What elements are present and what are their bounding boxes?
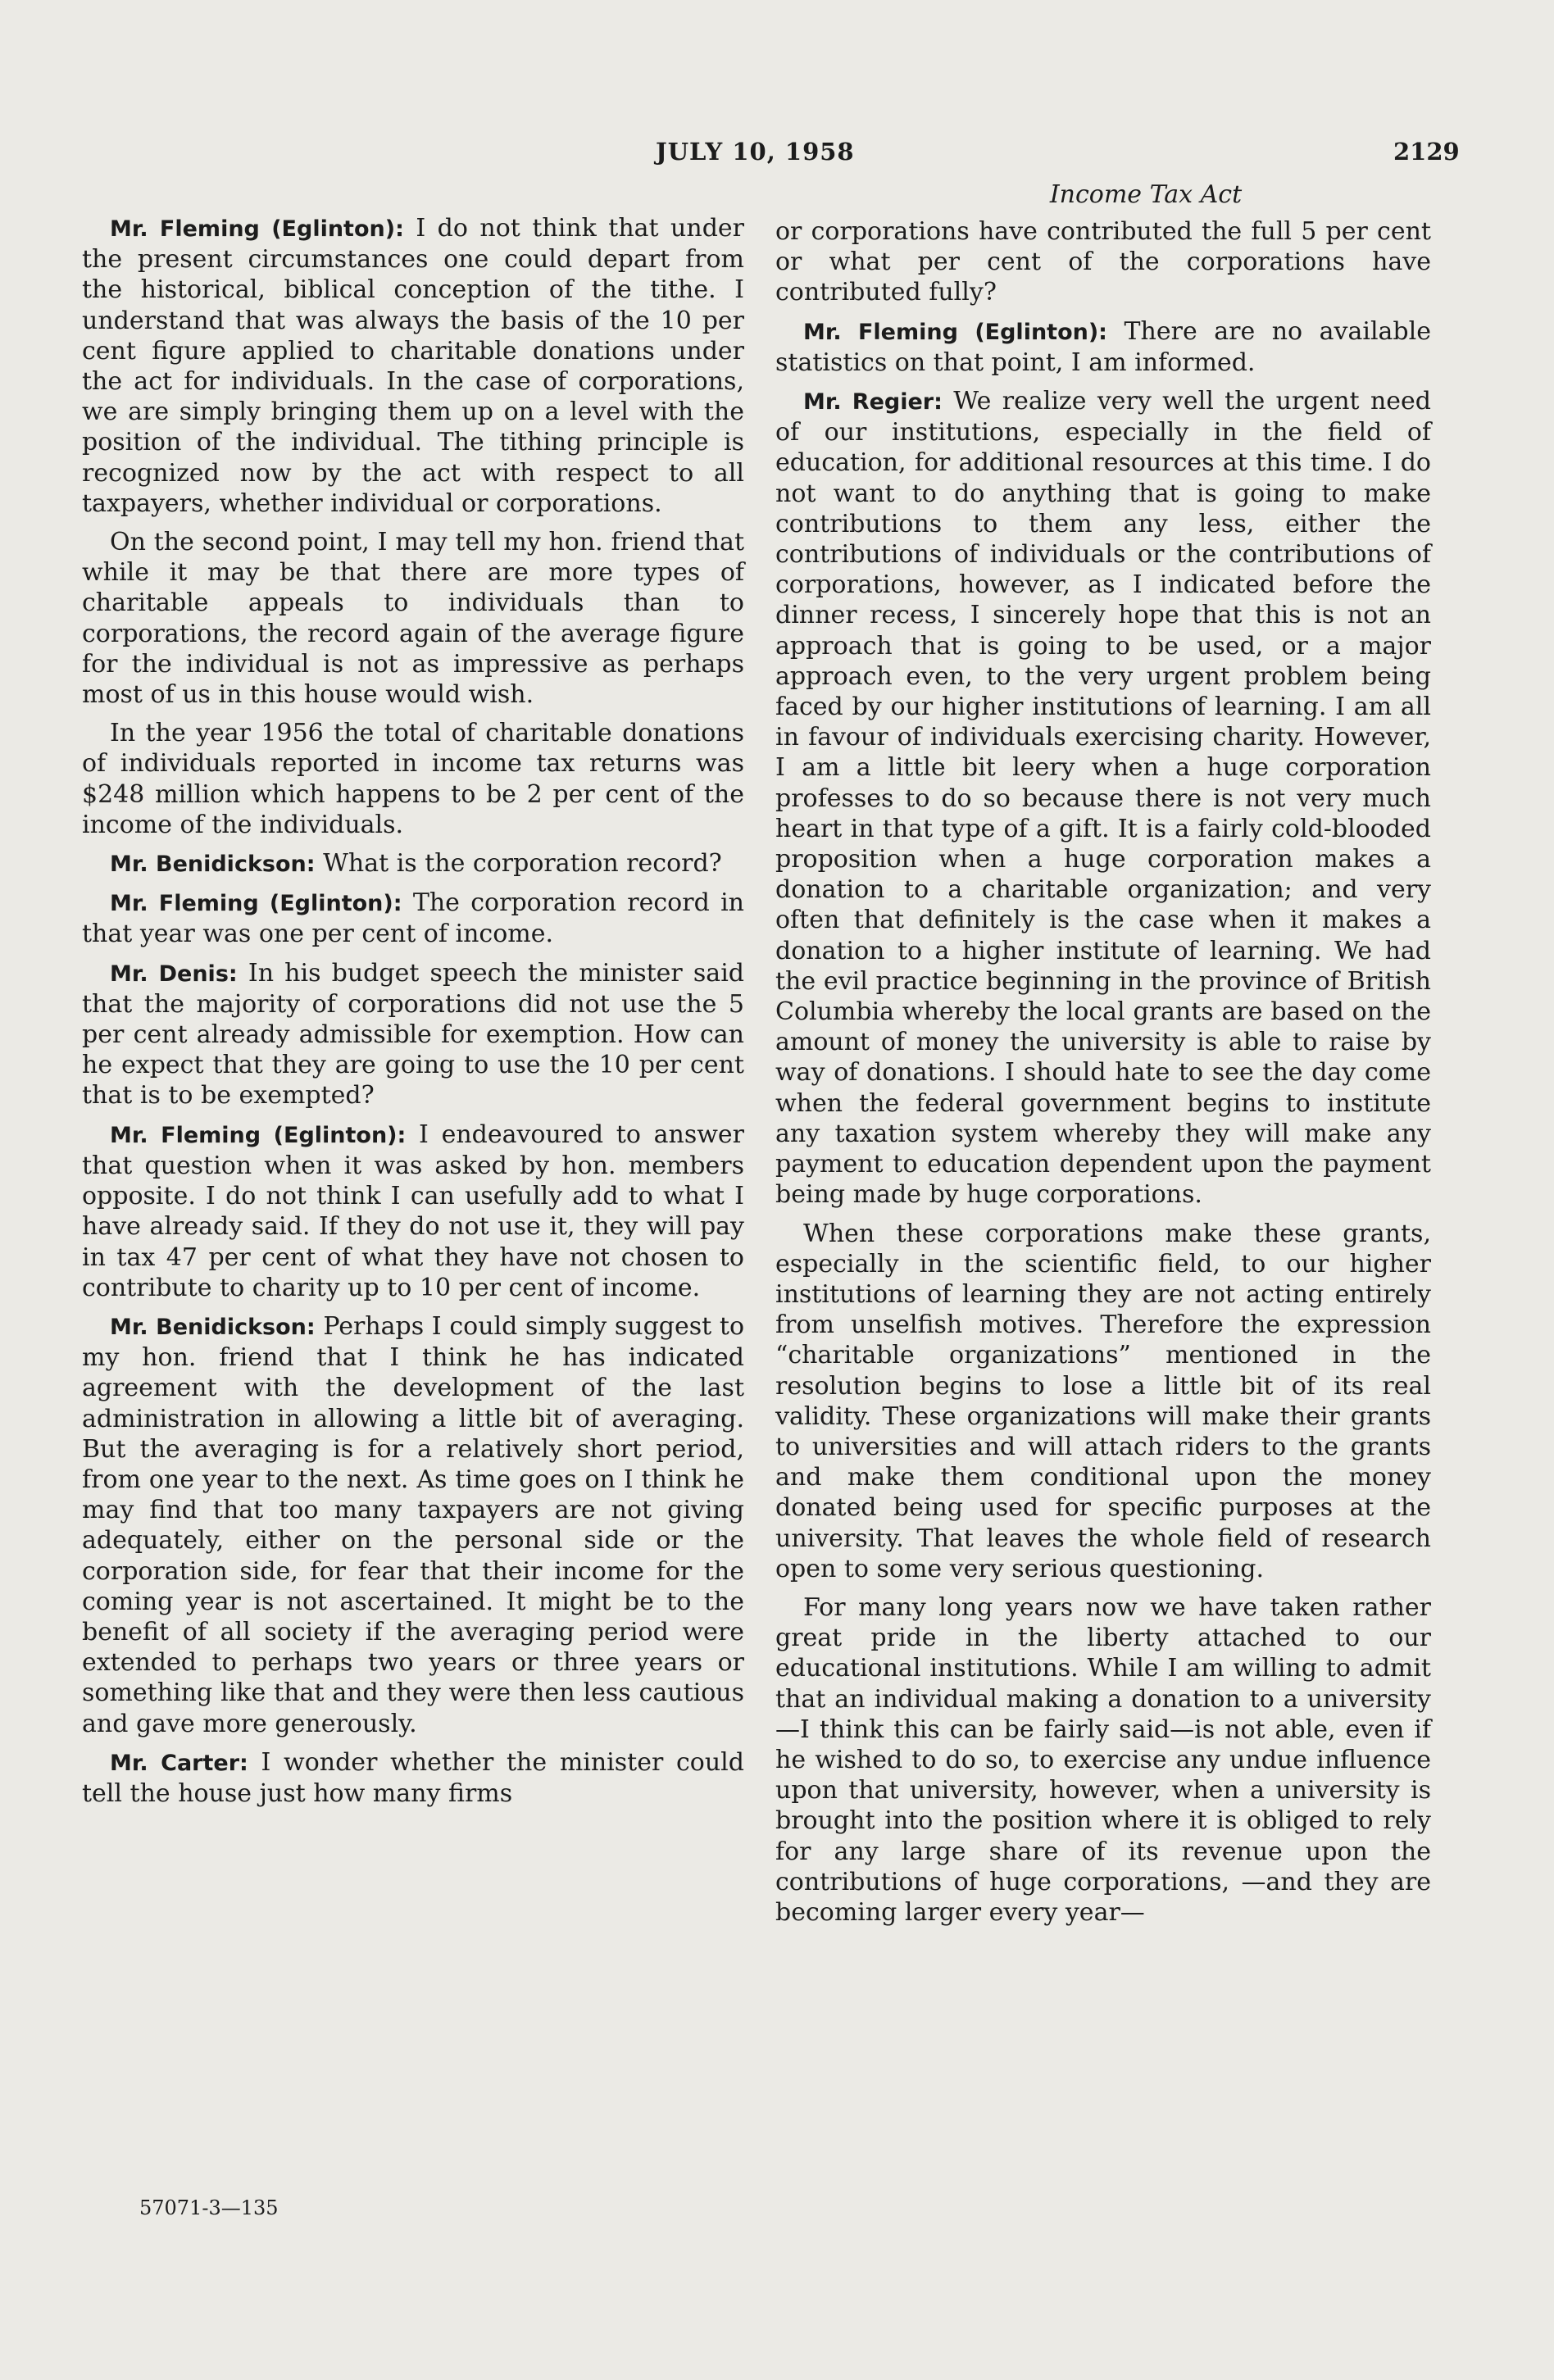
- right-column: [775, 216, 1431, 1936]
- paragraph: [775, 386, 1431, 1210]
- page-number: 2129: [1393, 138, 1460, 166]
- paragraph: [775, 216, 1431, 308]
- footer-code: 57071-3—135: [139, 2196, 279, 2219]
- speaker-name: Mr. Fleming (Eglinton):: [110, 1122, 407, 1148]
- speaker-name: Mr. Denis:: [110, 961, 238, 987]
- paragraph: [775, 316, 1431, 378]
- paragraph: [82, 718, 744, 840]
- paragraph: [82, 1120, 744, 1303]
- left-column: [82, 213, 744, 1817]
- paragraph: [82, 848, 744, 879]
- paragraph-text: In his budget speech the minister said that the majority of corporations did not use the 5 per cent already admissible for exemption. How can he expect that they are going to use the 10 per cent that is to be exempted?: [82, 958, 744, 1111]
- paragraph: [82, 888, 744, 949]
- paragraph-text: In the year 1956 the total of charitable donations of individuals reported in income tax returns was $248 million which happens to be 2 per cent of the income of the individuals.: [82, 719, 744, 839]
- paragraph-text: I endeavoured to answer that question when it was asked by hon. members opposite. I do not think I can usefully add to what I have already said. If they do not use it, they will pay in tax 47 per cent of what they have not chosen to contribute to charity up to 10 per cent of income.: [82, 1120, 745, 1302]
- paragraph-text: I wonder whether the minister could tell the house just how many firms: [82, 1747, 744, 1808]
- paragraph-text: For many long years now we have taken rather great pride in the liberty attached to our educational institutions. While I am willing to admit that an individual making a donation to a university—I think this can be fairly said—is not able, even if he wished to do so, to exercise any undue influence upon that university, however, when a university is brought into the position where it is obliged to rely for any large share of its revenue upon the contributions of huge corporations, —and they are becoming larger every year—: [775, 1592, 1431, 1927]
- paragraph-text: The corporation record in that year was one per cent of income.: [82, 888, 744, 949]
- paragraph: [82, 958, 744, 1111]
- speaker-name: Mr. Benidickson:: [110, 1314, 316, 1340]
- speaker-name: Mr. Regier:: [803, 389, 943, 416]
- page-date: JULY 10, 1958: [656, 138, 855, 166]
- speaker-name: Mr. Fleming (Eglinton):: [110, 891, 402, 917]
- speaker-name: Mr. Carter:: [110, 1750, 248, 1776]
- running-title: Income Tax Act: [1049, 180, 1243, 209]
- paragraph-text: There are no available statistics on that point, I am informed.: [775, 316, 1431, 377]
- paragraph: [82, 213, 744, 519]
- paragraph: [775, 1592, 1431, 1928]
- speaker-name: Mr. Fleming (Eglinton):: [110, 216, 404, 242]
- paragraph-text: On the second point, I may tell my hon. friend that while it may be that there are more types of charitable appeals to individuals than to corporations, the record again of the average figure for the individual is not as impressive as perhaps most of us in this house would wish.: [82, 528, 744, 710]
- speaker-name: Mr. Fleming (Eglinton):: [803, 319, 1107, 345]
- paragraph: [82, 1311, 744, 1739]
- paragraph-text: What is the corporation record?: [315, 849, 722, 879]
- speaker-name: Mr. Benidickson:: [110, 852, 316, 878]
- paragraph-text: We realize very well the urgent need of our institutions, especially in the field of education, for additional resources at this time. I do not want to do anything that is going to make contributions to them any less, either the contributions of individuals or the contributions of corporations, however, as I indicated before the dinner recess, I sincerely hope that this is not an approach that is going to be used, or a major approach even, to the very urgent problem being faced by our higher institutions of learning. I am all in favour of individuals exercising charity. However, I am a little bit leery when a huge corporation professes to do so because there is not very much heart in that type of a gift. It is a fairly cold-blooded proposition when a huge corporation makes a donation to a charitable organization; and very often that definitely is the case when it makes a donation to a higher institute of learning. We had the evil practice beginning in the province of British Columbia whereby the local grants are based on the amount of money the university is able to raise by way of donations. I should hate to see the day come when the federal government begins to institute any taxation system whereby they will make any payment to education dependent upon the payment being made by huge corporations.: [775, 387, 1431, 1210]
- paragraph-text: When these corporations make these grants, especially in the scientific field, to our higher institutions of learning they are not acting entirely from unselfish motives. Therefore the expression “charitable organizations” mentioned in the resolution begins to lose a little bit of its real validity. These organizations will make their grants to universities and will attach riders to the grants and make them conditional upon the money donated being used for specific purposes at the university. That leaves the whole field of research open to some very serious questioning.: [775, 1219, 1431, 1583]
- paragraph-text: Perhaps I could simply suggest to my hon. friend that I think he has indicated agreement with the development of the last administration in allowing a little bit of averaging. But the averaging is for a relatively short period, from one year to the next. As time goes on I think he may find that too many taxpayers are not giving adequately, either on the personal side or the corporation side, for fear that their income for the coming year is not ascertained. It might be to the benefit of all society if the averaging period were extended to perhaps two years or three years or something like that and they were then less cautious and gave more generously.: [82, 1311, 745, 1738]
- paragraph: [82, 1747, 744, 1809]
- paragraph: [82, 527, 744, 710]
- paragraph-text: I do not think that under the present circumstances one could depart from the historical, biblical conception of the tithe. I understand that was always the basis of the 10 per cent figure applied to charitable donations under the act for individuals. In the case of corporations, we are simply bringing them up on a level with the position of the individual. The tithing principle is recognized now by the act with respect to all taxpayers, whether individual or corporations.: [82, 214, 744, 518]
- paragraph: [775, 1219, 1431, 1584]
- paragraph-text: or corporations have contributed the full 5 per cent or what per cent of the corporations have contributed fully?: [775, 217, 1431, 307]
